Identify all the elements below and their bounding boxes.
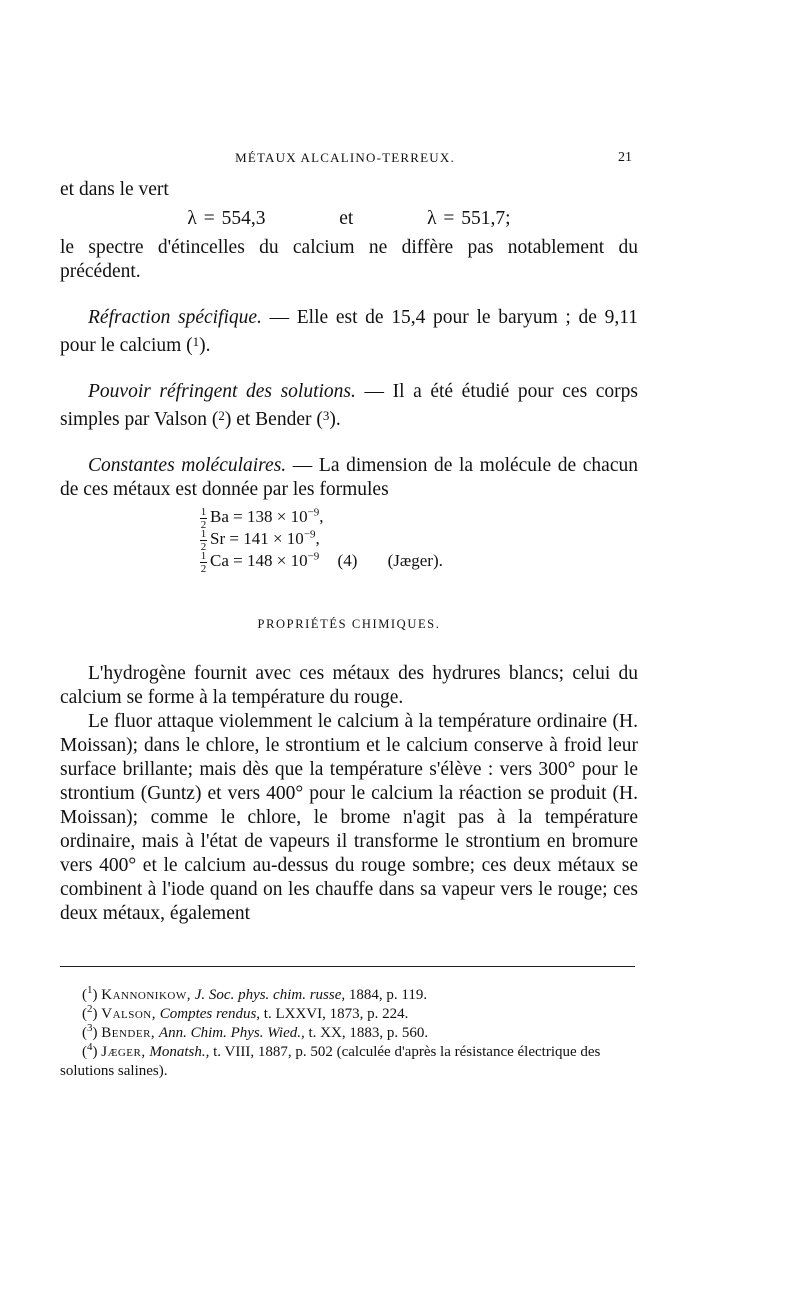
constants-text: — La dimension de la molécule de chacun de ces métaux est donnée par les formules [60,455,638,500]
paragraph-spectrum: le spectre d'étincelles du calcium ne diffère pas notablement du précédent. [60,237,638,282]
formula-tail: , [315,529,320,548]
formula-element: Ca [210,551,229,570]
formula-exponent: −9 [307,550,320,563]
formula-source: (Jæger). [387,551,443,570]
half-fraction: $\frac{1}{2}$ [200,505,207,531]
paragraph-fluorine: Le fluor attaque violemment le calcium à la température ordinaire (H. Moissan); dans le chlore, le strontium et le calcium conserve à froid leur surface brillante; mais dès que la température s'élève : vers 300° pour le strontium (Guntz) et vers 400° pour le calcium la réaction se produit (H. Moissan); comme le chlore, le brome n'agit pas à la température ordinaire, mais à l'état de vapeurs il transforme le strontium en bromure vers 400° et le calcium au-dessus du rouge sombre; ces deux métaux se combinent à l'iode quand on les chauffe dans sa vapeur vers le rouge; ces deux métaux, également [60,711,638,924]
footnote-call-3[interactable]: 3 [322,408,330,423]
refringent-text-end: ). [329,409,341,430]
footnote: ($^4$) Jæger, Monatsh., t. VIII, 1887, p. 502 (calculée d'après la résistance électrique des solutions salines). [60,1041,601,1079]
formula-exponent: −9 [303,528,316,541]
formula-barium [200,505,638,531]
footnote-call-1[interactable]: 1 [192,334,200,349]
footnote-source: Monatsh., [149,1044,210,1060]
refraction-text-end: ). [199,335,211,356]
paragraph-refraction [60,306,638,358]
molecular-formulas [200,505,638,575]
running-head [60,150,630,168]
formula-element: Sr [210,529,226,548]
footnote: ($^2$) Valson, Comptes rendus, t. LXXVI, 1873, p. 224. [82,1003,409,1022]
footnote-details: t. LXXVI, 1873, p. 224. [260,1006,409,1022]
wavelength-left: λ = 554,3 [187,208,266,229]
running-title: MÉTAUX ALCALINO-TERREUX. [235,150,455,165]
refringent-text-mid: ) et Bender ( [224,409,323,430]
page-number: 21 [618,150,632,165]
footnote-divider [60,966,635,967]
wavelength-formula [60,204,638,234]
footnotes [60,986,638,1081]
refringent-title: Pouvoir réfringent des solutions. [88,381,356,402]
footnote: ($^1$) Kannonikow, J. Soc. phys. chim. russe, 1884, p. 119. [82,984,428,1003]
formula-exponent: −9 [307,506,320,519]
wavelength-right: λ = 551,7; [427,208,511,229]
refraction-title: Réfraction spécifique. [88,307,262,328]
formula-value: = 148 × 10 [233,551,308,570]
footnote-details: t. XX, 1883, p. 560. [304,1025,429,1041]
wavelength-connector: et [339,208,354,229]
footnote-author: Bender, [101,1025,156,1041]
formula-calcium [200,549,638,575]
half-fraction: $\frac{1}{2}$ [200,549,207,575]
footnote-author: Kannonikow, [101,987,191,1003]
footnote: ($^3$) Bender, Ann. Chim. Phys. Wied., t. XX, 1883, p. 560. [82,1022,429,1041]
half-fraction: $\frac{1}{2}$ [200,527,207,553]
footnote-source: Comptes rendus, [159,1006,261,1022]
paragraph-constants [60,454,638,502]
footnote-author: Jæger, [101,1044,146,1060]
formula-strontium [200,527,638,553]
formula-tail: , [319,507,324,526]
refringent-text: — Il a été étudié pour ces corps simples par Valson ( [60,381,638,430]
paragraph-refringent [60,380,638,432]
formula-element: Ba [210,507,229,526]
footnote-source: Ann. Chim. Phys. Wied., [158,1025,305,1041]
footnote-source: J. Soc. phys. chim. russe, [194,987,346,1003]
footnote-details: 1884, p. 119. [345,987,428,1003]
main-text [60,178,638,926]
footnote-author: Valson, [101,1006,157,1022]
footnote-call-4[interactable]: (4) [337,551,358,570]
refraction-text: — Elle est de 15,4 pour le baryum ; de 9,11 pour le calcium ( [60,307,638,356]
footnote-call-2[interactable]: 2 [218,408,225,423]
constants-title: Constantes moléculaires. [88,455,287,476]
formula-value: = 141 × 10 [229,529,304,548]
paragraph-intro: et dans le vert [60,179,169,200]
formula-value: = 138 × 10 [233,507,308,526]
paragraph-hydrogen: L'hydrogène fournit avec ces métaux des hydrures blancs; celui du calcium se forme à la température du rouge. [60,663,638,708]
footnote-details: t. VIII, 1887, p. 502 (calculée d'après la résistance électrique des solutions salines). [60,1044,601,1079]
section-heading: PROPRIÉTÉS CHIMIQUES. [257,617,441,631]
